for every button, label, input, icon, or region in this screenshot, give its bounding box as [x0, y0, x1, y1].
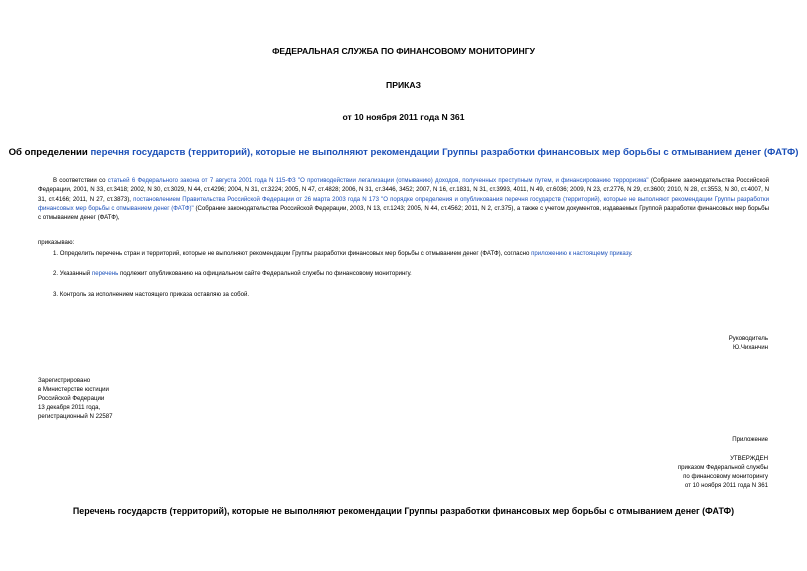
preamble-text-2: (Собрание законодательства Российской Федерации, 2001, N 33, ст.3418; 2002, N 30, ст.3029, N 44, ст.4296; 2004, N 31, ст.3224; 2005, N 47, ст.4828; 2006, N 31, ст.3446, 3452; 2007, N 16, ст.1831, N 31, ст.3993, 4011, N 49, ст.6036; 2009, N 23, ст.2776, N 29, ст.3600; 2010, N 28, ст.3553, N 30, ст.4007, N 31, ст.4166; 2011, N 27, ст.3873),: [38, 177, 769, 203]
doc-title-prefix: Об определении: [8, 147, 91, 158]
order-word: приказываю:: [38, 239, 75, 246]
order-item-1-end: .: [630, 250, 633, 257]
approved-label: УТВЕРЖДЕН: [730, 455, 768, 462]
approved-line-1: приказом Федеральной службы: [677, 464, 768, 471]
order-item-3: 3. Контроль за исполнением настоящего приказа оставляю за собой.: [53, 291, 250, 298]
list-title: Перечень государств (территорий), которые не выполняют рекомендации Группы разработки финансовых мер борьбы с отмыванием денег (ФАТФ): [72, 506, 735, 516]
approved-line-2: по финансовому мониторингу: [683, 473, 768, 480]
signature-role: Руководитель: [728, 335, 768, 342]
order-item-1-text: 1. Определить перечень стран и территорий, которые не выполняют рекомендации Группы разработки финансовых мер борьбы с отмыванием денег (ФАТФ), согласно: [53, 250, 532, 257]
agency-name: ФЕДЕРАЛЬНАЯ СЛУЖБА ПО ФИНАНСОВОМУ МОНИТОРИНГУ: [272, 46, 535, 56]
doc-title: [0, 147, 807, 158]
preamble-paragraph: [38, 176, 769, 222]
law-115-link[interactable]: статьей 6 Федерального закона от 7 августа 2001 года N 115-ФЗ "О противодействии легализации (отмыванию) доходов, полученных преступным путем, и финансированию терроризма": [107, 177, 649, 184]
approved-line-3: от 10 ноября 2011 года N 361: [684, 482, 768, 489]
order-item-2-post: подлежит опубликованию на официальном сайте Федеральной службы по финансовому мониторингу.: [118, 270, 412, 277]
registration-line-5: регистрационный N 22587: [38, 413, 113, 420]
resolution-173-link[interactable]: постановлением Правительства Российской Федерации от 26 марта 2003 года N 173 "О порядке определения и опубликования перечня государств (территорий), которые не выполняют рекомендации Группы разработки финансовых мер борьбы с отмыванием денег (ФАТФ)": [38, 195, 769, 212]
registration-line-1: Зарегистрировано: [38, 377, 91, 384]
preamble-text-1: В соответствии со: [53, 177, 108, 184]
order-item-2: [53, 269, 773, 278]
doc-title-link[interactable]: перечня государств (территорий), которые не выполняют рекомендации Группы разработки финансовых мер борьбы с отмыванием денег (ФАТФ): [90, 147, 799, 158]
order-item-2-pre: 2. Указанный: [53, 270, 92, 277]
registration-line-3: Российской Федерации: [38, 395, 105, 402]
appendix-link[interactable]: приложению к настоящему приказу: [531, 250, 631, 257]
appendix-label: Приложение: [732, 436, 768, 443]
doc-type: ПРИКАЗ: [386, 80, 421, 90]
registration-line-2: в Министерстве юстиции: [38, 386, 109, 393]
list-link[interactable]: перечень: [91, 270, 119, 277]
signature-name: Ю.Чиханчин: [733, 344, 768, 351]
preamble-text-3: (Собрание законодательства Российской Федерации, 2003, N 13, ст.1243; 2005, N 44, ст.4562; 2011, N 2, ст.375), а также с учетом документов, издаваемых Группой разработки финансовых мер борьбы с отмыванием денег (ФАТФ),: [38, 204, 769, 222]
order-item-1: [53, 249, 773, 258]
registration-line-4: 13 декабря 2011 года,: [38, 404, 101, 411]
doc-date: от 10 ноября 2011 года N 361: [342, 112, 465, 122]
